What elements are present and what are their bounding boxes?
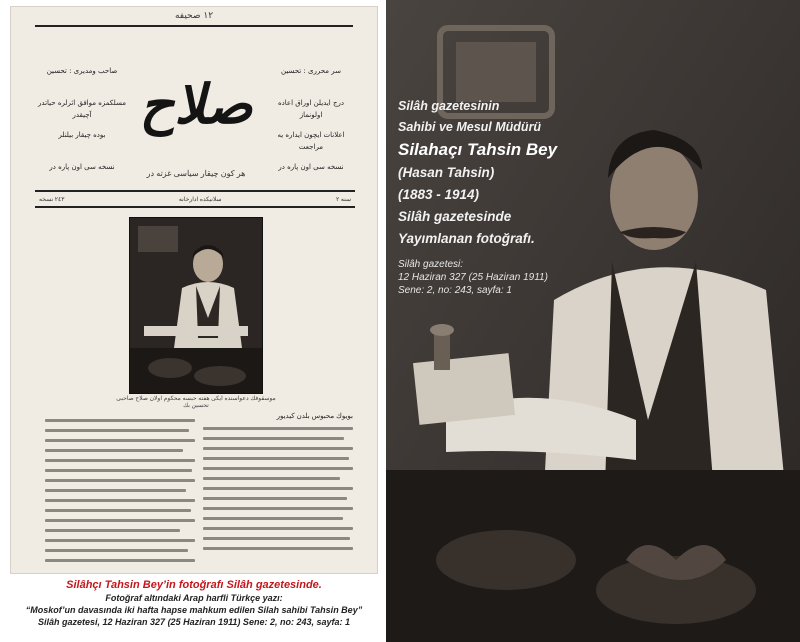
right-info-line: نسخه سى اون پاره در	[278, 163, 344, 171]
right-info-line: اعلانات ايچون ايداره يه مراجعت	[277, 131, 345, 151]
masthead-block	[131, 72, 261, 147]
date-band-mid: سلانيكده ادارخانه	[178, 196, 222, 203]
photo-text-overlay	[398, 96, 638, 297]
left-info-line: مسلكمزه موافق اثرلره حياتدر آچيقدر	[38, 99, 126, 119]
newspaper-portrait-photo	[129, 217, 263, 394]
overlay-reference: Sene: 2, no: 243, sayfa: 1	[398, 285, 512, 296]
caption-title: Silâhçı Tahsin Bey’in fotoğrafı Silâh gazetesinde.	[66, 579, 322, 591]
overlay-reference: Silâh gazetesi:	[398, 259, 464, 270]
page-number: ١٢ صحيفه	[174, 11, 214, 21]
overlay-reference: 12 Haziran 327 (25 Haziran 1911)	[398, 272, 548, 283]
figure-captions	[10, 578, 378, 628]
date-band	[35, 190, 355, 208]
masthead-slogan: هر كون چيقار سياسى غزته در	[146, 169, 246, 178]
article-column-left	[45, 412, 195, 567]
left-info-line: بوده چيقار بيلنلر	[58, 131, 106, 139]
masthead-title: صلاح	[139, 72, 253, 136]
overlay-real-name: (Hasan Tahsin)	[398, 165, 495, 180]
date-band-right: سنه ٢	[336, 196, 351, 203]
overlay-line: Yayımlanan fotoğrafı.	[398, 231, 535, 246]
left-info-line: نسخه سى اون پاره در	[49, 163, 115, 171]
overlay-years: (1883 - 1914)	[398, 187, 480, 202]
newspaper-page	[10, 6, 378, 574]
overlay-name: Silahaçı Tahsin Bey	[398, 140, 558, 159]
date-band-left: ٢٤٣ نسخه	[39, 196, 65, 203]
caption-quote: “Moskof’un davasında iki hafta hapse mahkum edilen Silah sahibi Tahsin Bey”	[25, 605, 363, 615]
overlay-line: Silâh gazetesinin	[398, 99, 500, 113]
right-info-line: درج ايديلن اوراق اعاده اولونماز	[278, 99, 344, 119]
caption-source: Silâh gazetesi, 12 Haziran 327 (25 Haziran 1911) Sene: 2, no: 243, sayfa: 1	[38, 617, 350, 627]
masthead-left-info	[37, 65, 127, 183]
article-heading: بويوك محبوس بلدن كيديور	[276, 413, 353, 420]
article-column-right	[203, 412, 353, 567]
top-rule	[35, 25, 353, 27]
overlay-line: Sahibi ve Mesul Müdürü	[398, 120, 542, 134]
photo-caption-ottoman: موسقوفك دعواسنده ايكى هفته حبسه محكوم اولان صلاح صاحبى تحسين بك	[116, 396, 276, 409]
portrait-illustration	[130, 218, 262, 393]
caption-line: Fotoğraf altındaki Arap harfli Türkçe yazı:	[105, 593, 283, 603]
left-info-line: صاحب ومديرى : تحسين	[46, 67, 118, 75]
masthead-right-info	[266, 65, 356, 183]
overlay-line: Silâh gazetesinde	[398, 209, 512, 224]
right-info-line: سر محررى : تحسين	[281, 67, 341, 75]
